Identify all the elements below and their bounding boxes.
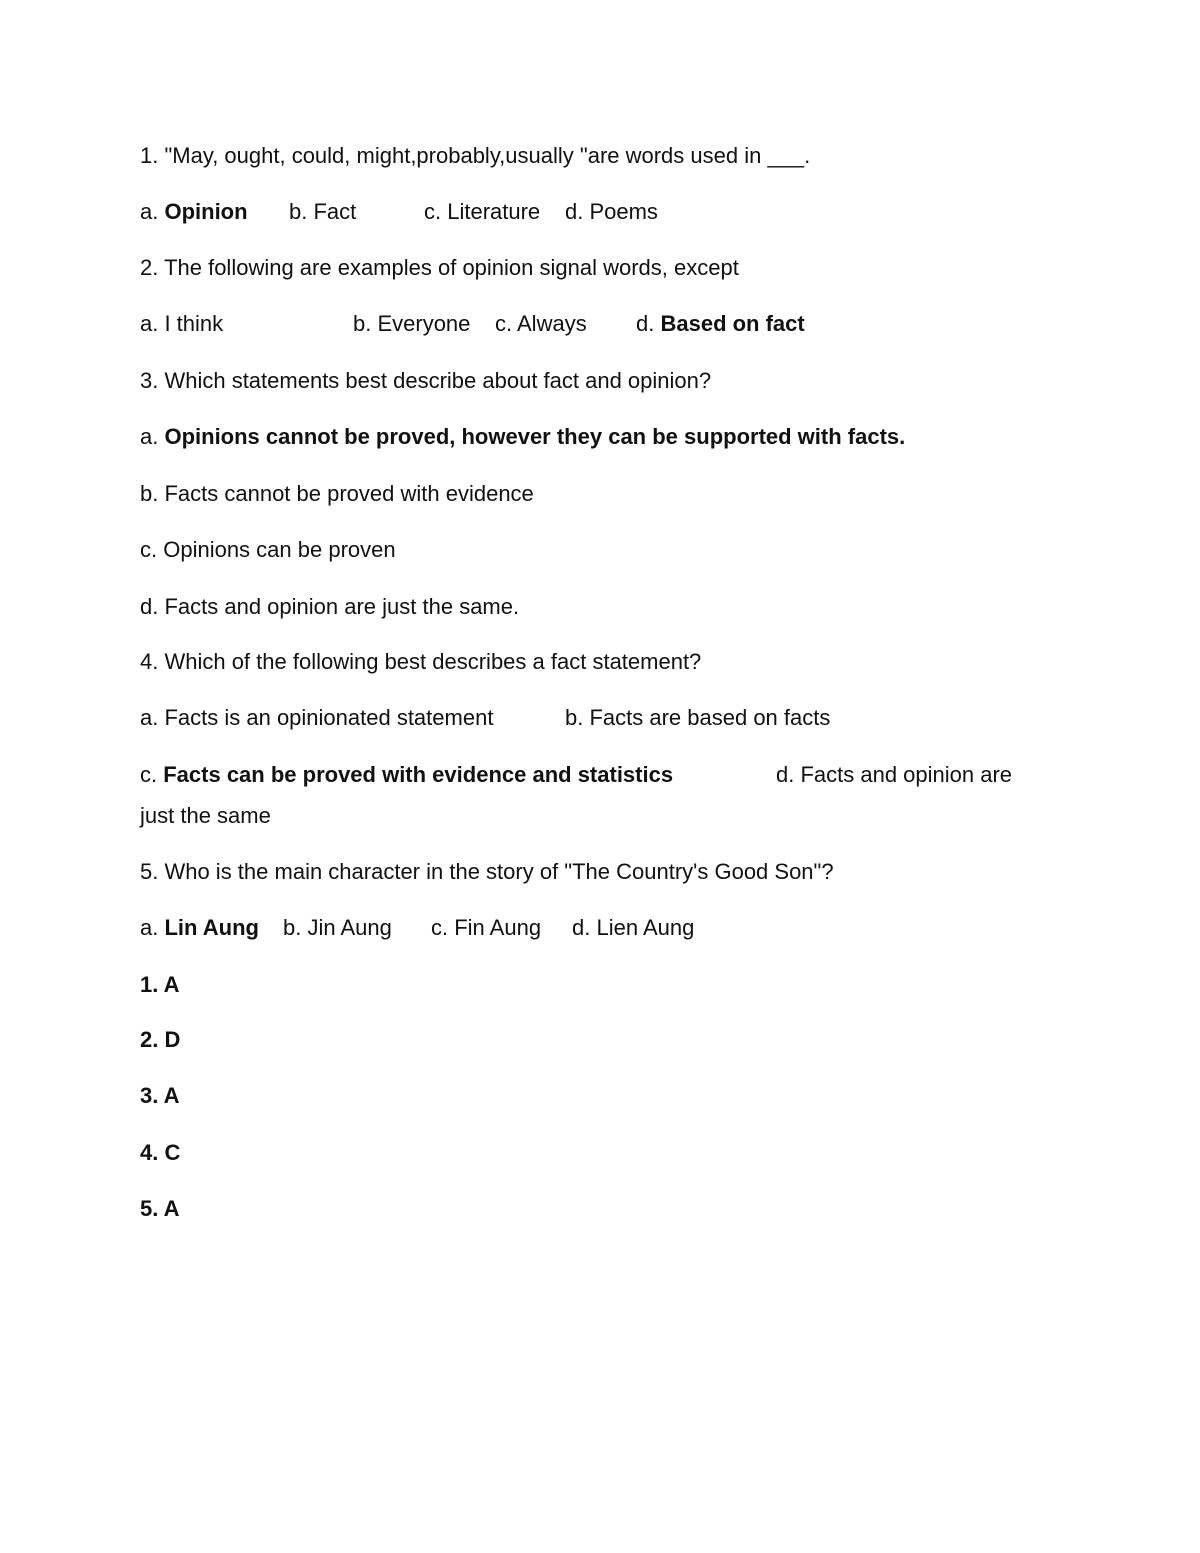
question-4-option-a: a. Facts is an opinionated statement <box>140 705 494 730</box>
question-1-option-c: c. Literature <box>424 199 541 224</box>
answer-key-item: 4. C <box>140 1140 181 1165</box>
question-1-option-b: b. Fact <box>289 199 357 224</box>
question-4-option-d-continued: just the same <box>140 803 271 828</box>
question-3-option-a: a. Opinions cannot be proved, however they can be supported with facts. <box>140 424 906 449</box>
question-4-option-d: d. Facts and opinion are <box>776 762 1013 787</box>
question-3-option-c: c. Opinions can be proven <box>140 537 396 562</box>
question-2-option-a: a. I think <box>140 311 224 336</box>
question-4-option-b: b. Facts are based on facts <box>565 705 831 730</box>
question-3-option-d: d. Facts and opinion are just the same. <box>140 594 520 619</box>
question-5-option-a: a. Lin Aung <box>140 915 259 940</box>
answer-key-item: 1. A <box>140 972 180 997</box>
answer-key-item: 5. A <box>140 1196 180 1221</box>
question-2-option-d: d. Based on fact <box>636 311 805 336</box>
question-1-stem: 1. "May, ought, could, might,probably,usually "are words used in ___. <box>140 143 811 168</box>
question-5-option-c: c. Fin Aung <box>431 915 542 940</box>
question-5-option-b: b. Jin Aung <box>283 915 392 940</box>
question-3-option-b: b. Facts cannot be proved with evidence <box>140 481 534 506</box>
question-4-option-c: c. Facts can be proved with evidence and statistics <box>140 762 674 787</box>
answer-key-item: 2. D <box>140 1027 181 1052</box>
question-1-option-a: a. Opinion <box>140 199 248 224</box>
question-2-option-c: c. Always <box>495 311 587 336</box>
question-5-stem: 5. Who is the main character in the story of "The Country's Good Son"? <box>140 859 834 884</box>
question-5-option-d: d. Lien Aung <box>572 915 695 940</box>
question-4-stem: 4. Which of the following best describes a fact statement? <box>140 649 702 674</box>
question-3-stem: 3. Which statements best describe about fact and opinion? <box>140 368 712 393</box>
question-1-option-d: d. Poems <box>565 199 658 224</box>
question-2-stem: 2. The following are examples of opinion signal words, except <box>140 255 739 280</box>
question-2-option-b: b. Everyone <box>353 311 471 336</box>
answer-key-item: 3. A <box>140 1083 180 1108</box>
